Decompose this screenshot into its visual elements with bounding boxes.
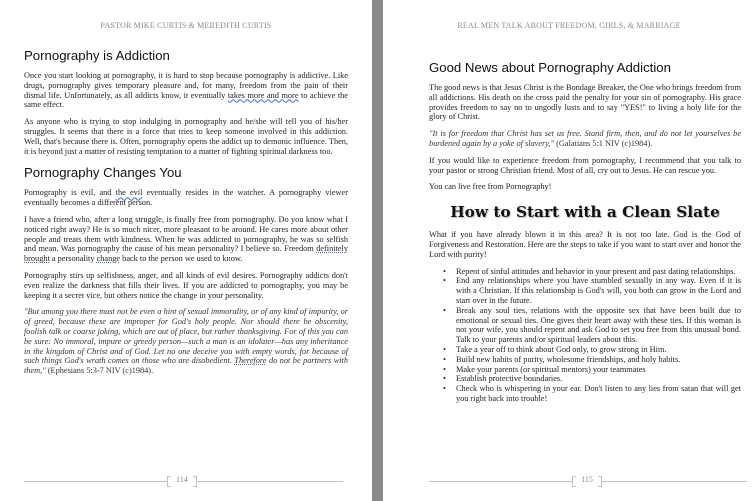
list-item: • Check who is whispering in your ear. Don't listen to any lies from satan that will get you right back into trouble!: [456, 384, 741, 404]
paragraph: You can live free from Pornography!: [429, 182, 552, 192]
footer-rule: [602, 481, 747, 482]
grammar-flag: Therefore: [234, 356, 267, 366]
page-content: [24, 48, 348, 383]
scripture-reference: (Ephesians 5:3-7 NIV (c)1984).: [45, 366, 154, 376]
paragraph: Pornography is evil, and the evil eventually resides in the watcher. A pornography viewer eventually becomes a different person.: [24, 188, 348, 208]
grammar-flag: the evil: [115, 188, 143, 198]
running-header: REAL MEN TALK ABOUT FREEDOM, GIRLS, & MARRIAGE: [457, 21, 681, 30]
paragraph: The good news is that Jesus Christ is the Bondage Breaker, the One who brings freedom from all addictions. His death on the cross paid the penalty for your sin of pornography. His grace provides freedom to say no to ungodly lusts and to say "YES!" to living a holy life for the glory of Christ.: [429, 83, 741, 122]
list-item: • Repent of sinful attitudes and behavior in your present and past dating relationships.: [456, 267, 741, 277]
paragraph: Pornography stirs up selfishness, anger, and all kinds of evil desires. Pornography addicts don't even realize the darkness that fills their lives. If you are addicted to pornography, you may be keeping it a secret vice, but others notice the change in your personality.: [24, 270, 348, 300]
section-heading: Pornography is Addiction: [24, 48, 170, 63]
list-item: • Take a year off to think about God only, to grow strong in Him.: [456, 345, 741, 355]
left-page: [0, 0, 372, 501]
page-content: [429, 60, 741, 404]
chapter-heading: How to Start with a Clean Slate: [450, 203, 720, 222]
page-number: 114: [167, 475, 197, 484]
page-footer: [383, 473, 755, 489]
running-header: PASTOR MIKE CURTIS & MEREDITH CURTIS: [100, 21, 272, 30]
right-page: [383, 0, 755, 501]
grammar-flag: change: [96, 254, 121, 264]
paragraph: As anyone who is trying to stop indulging in pornography and he/she will tell you of his/her struggles. It seems that there is a force that tries to keep someone involved in this addiction. Well, that's because there is. Often, pornography opens the addict up to demonic influence. Then, it is beyond just a matter of resisting temptation to a matter of fighting spiritual darkness too.: [24, 117, 348, 156]
list-item: • Establish protective boundaries.: [456, 374, 741, 384]
paragraph: If you would like to experience freedom from pornography, I recommend that you talk to your pastor or strong Christian friend. Most of all, cry out to Jesus. He can rescue you.: [429, 155, 741, 175]
section-heading: Good News about Pornography Addiction: [429, 60, 671, 75]
section-heading: Pornography Changes You: [24, 165, 182, 181]
page-footer: [0, 473, 372, 489]
footer-rule: [24, 481, 168, 482]
scripture-quote: "But among you there must not be even a hint of sexual immorality, or of any kind of impurity, or of greed, because these are improper for God's holy people. Nor should there be obscenity, foolish talk or coarse joking, which are out of place, but rather thanksgiving. For of this you can be sure: No immoral, impure or greedy person—such a man is an idolater—has any inheritance in the kingdom of Christ and of God. Let no one deceive you with empty words, for because of such things God's wrath comes on those who are disobedient. Therefore do not be partners with them," (Ephesians 5:3-7 NIV (c)1984).: [24, 307, 348, 376]
grammar-flag: takes more and more: [227, 90, 299, 100]
footer-rule: [197, 481, 343, 482]
page-number: 115: [572, 475, 602, 484]
grammar-flag: definitely brought: [24, 244, 348, 264]
list-item: • Break any soul ties, relations with the opposite sex that have been built due to emotional or sexual ties. One gives their heart away with these ties. If this woman is not your wife, you should repent and ask God to set you free from this unusual bond. Talk to your parents and/or spiritual leaders about this.: [456, 306, 741, 345]
scripture-reference: (Galatians 5:1 NIV (c)1984).: [554, 138, 653, 148]
paragraph: I have a friend who, after a long struggle, is finally free from pornography. Do you know what I noticed right away? He is so much nicer, more pleasant to be around. He cares more about other people and treats them with kindness. When he was addicted to pornography, he was so selfish and mean. Was pornography the cause of his mean personality? I believe so. Freedom definitely brought a personality change back to the person we used to know.: [24, 214, 348, 264]
paragraph: What if you have already blown it in this area? It is not too late. God is the God of Forgiveness and Restoration. Here are the steps to take if you want to start over and honor the Lord with purity!: [429, 230, 741, 259]
list-item: • Make your parents (or spiritual mentors) your teammates: [456, 365, 741, 375]
footer-rule: [429, 481, 573, 482]
list-item: • End any relationships where you have stumbled sexually in any way. Even if it is with a Christian. If this relationship is God's will, you both can grow in the Lord and start over in the future.: [456, 276, 741, 305]
list-item: • Build new habits of purity, wholesome friendships, and holy habits.: [456, 355, 741, 365]
paragraph: Once you start looking at pornography, it is hard to stop because pornography is addictive. Like drugs, pornography gives temporary pleasure and, for many, freedom from the pain of their dismal life. Unfortunately, as all addicts know, it eventually takes more and more to achieve the same effect.: [24, 71, 348, 110]
steps-list: [429, 267, 741, 404]
scripture-quote: "It is for freedom that Christ has set us free. Stand firm, then, and do not let yourselves be burdened again by a yoke of slavery," (Galatians 5:1 NIV (c)1984).: [429, 129, 741, 148]
